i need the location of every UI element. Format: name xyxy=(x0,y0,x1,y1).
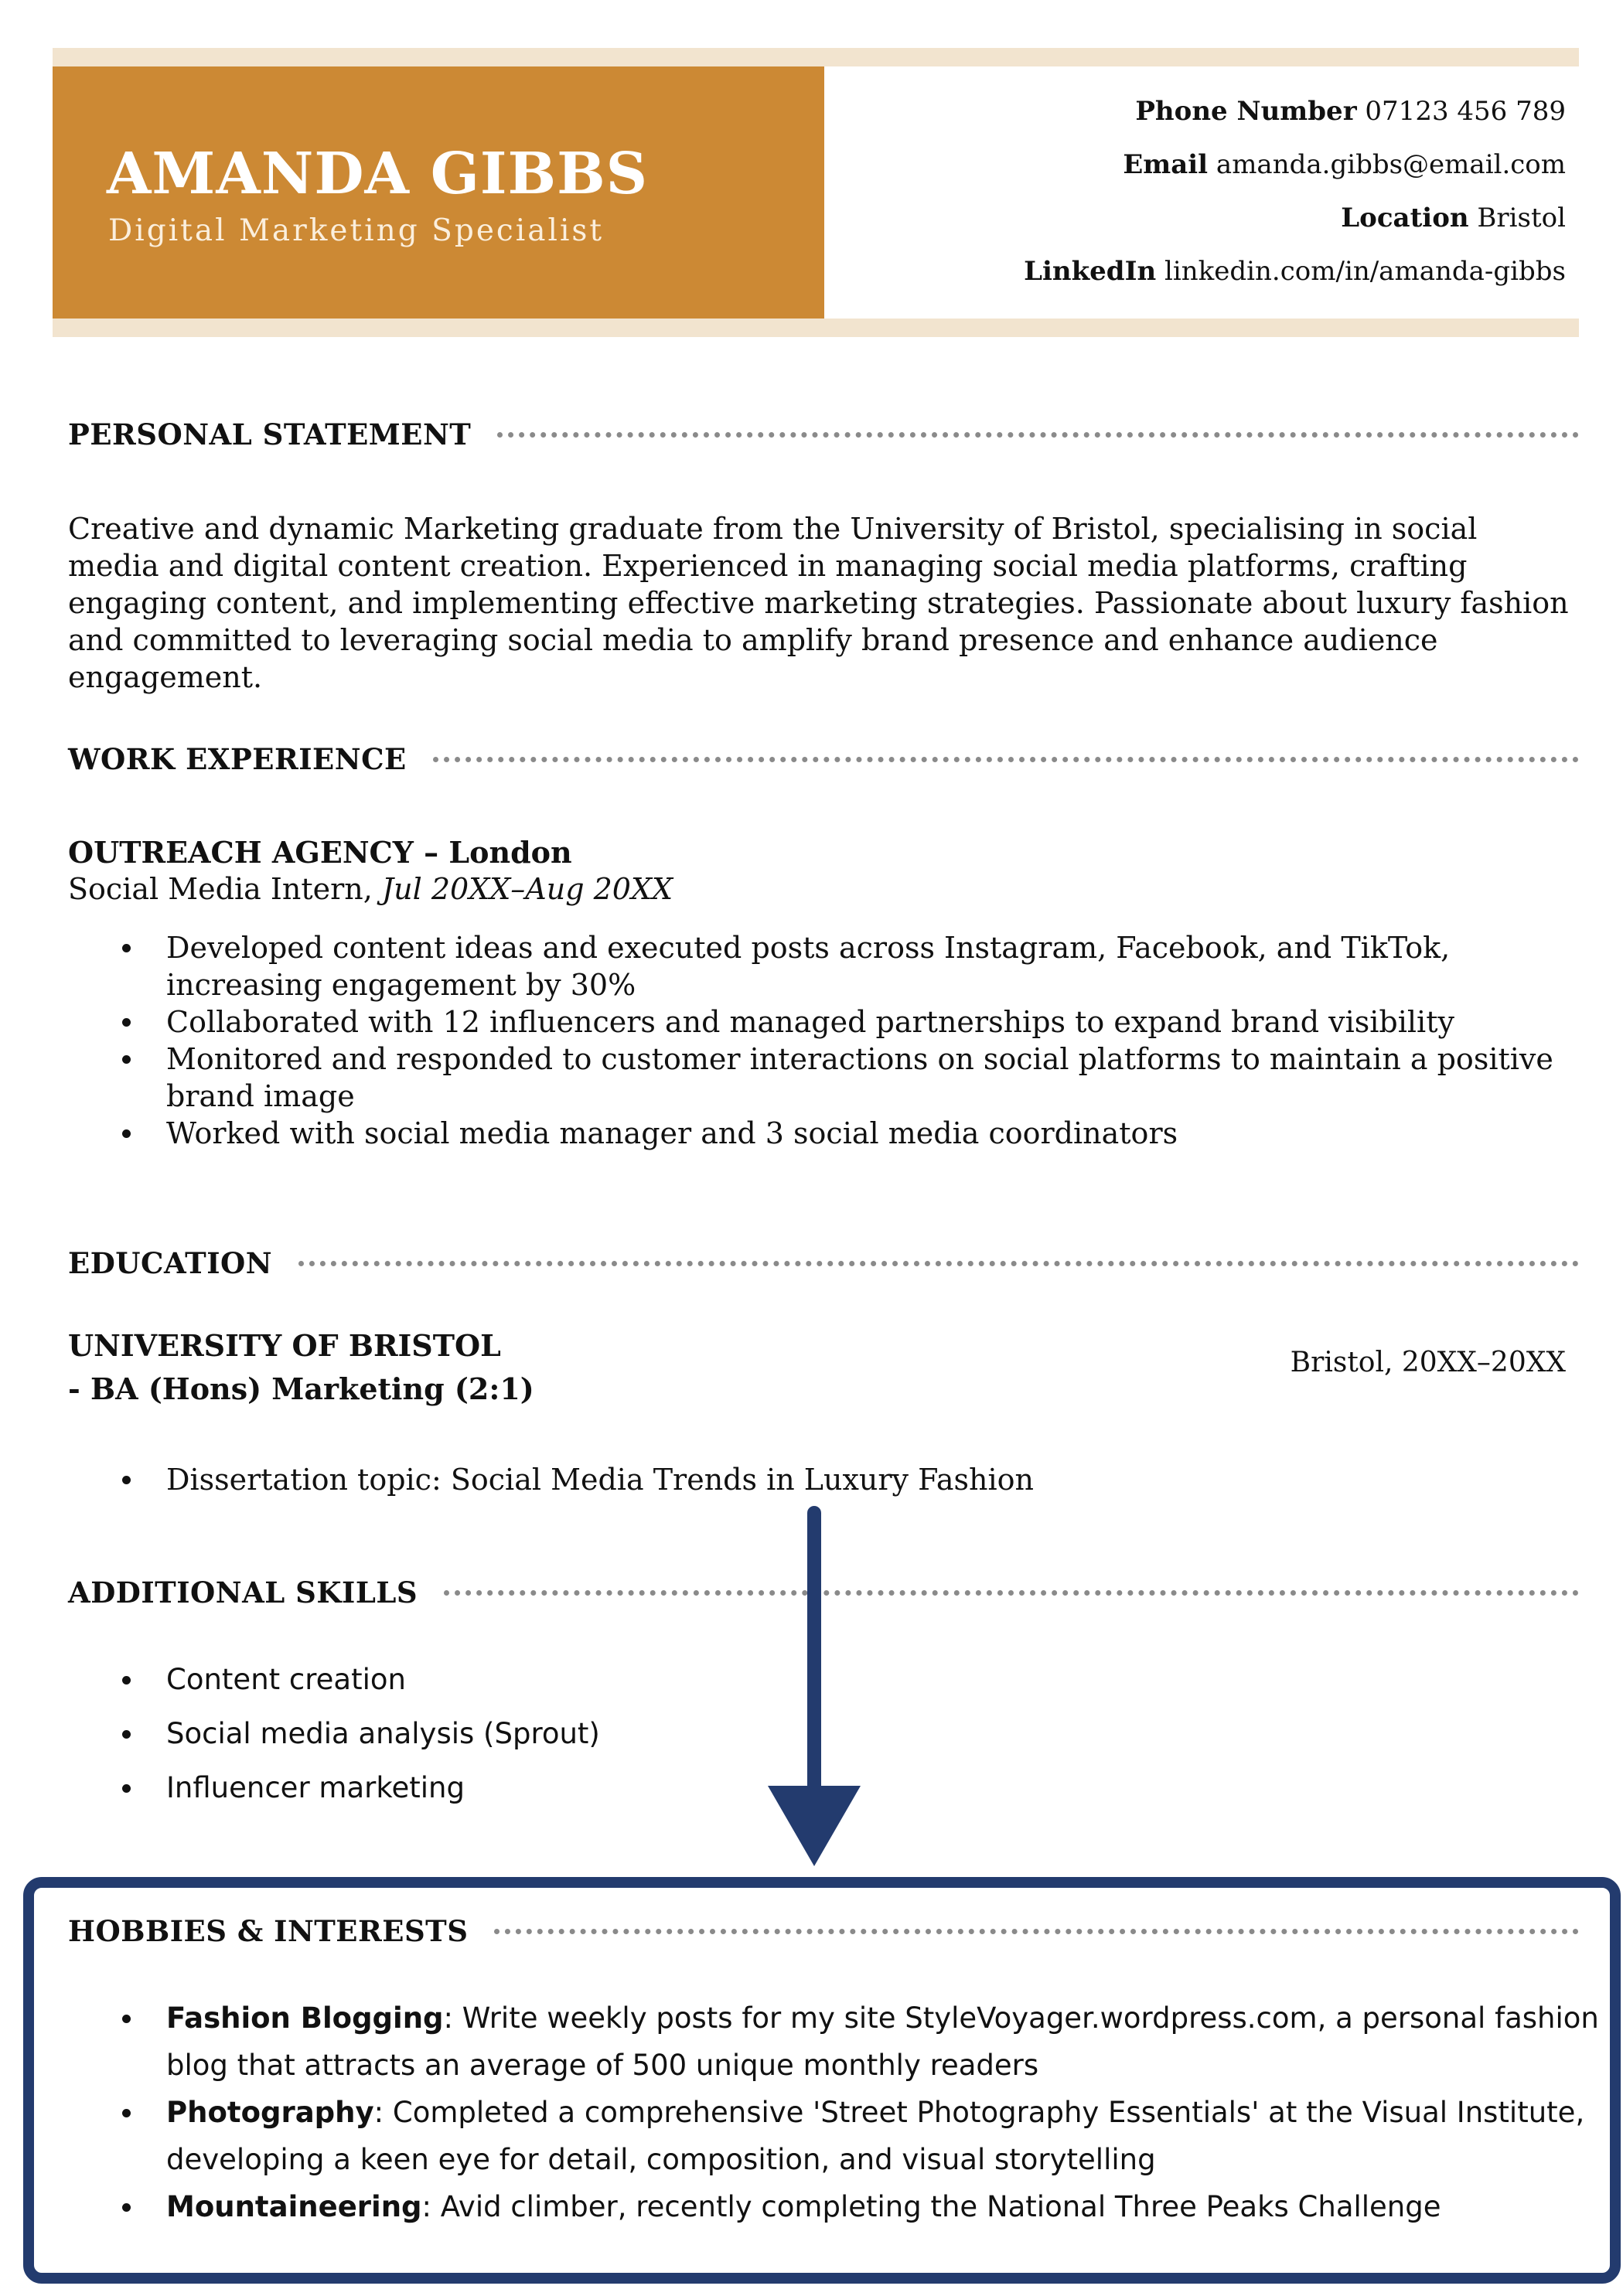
contact-location xyxy=(1341,203,1566,233)
hobby-title: Photography xyxy=(166,2096,374,2129)
section-heading: PERSONAL STATEMENT xyxy=(68,417,472,451)
dotted-divider xyxy=(298,1261,1579,1266)
employer-name: OUTREACH AGENCY – London xyxy=(68,835,572,870)
contact-value: 07123 456 789 xyxy=(1365,96,1566,127)
name-banner xyxy=(53,66,824,319)
work-bullets xyxy=(68,929,1589,1152)
role-title: Social Media Intern, xyxy=(68,872,373,906)
dotted-divider xyxy=(433,757,1579,762)
candidate-title: Digital Marketing Specialist xyxy=(108,213,605,248)
list-item: Monitored and responded to customer interactions on social platforms to maintain a positive brand image xyxy=(68,1041,1589,1115)
contact-label: LinkedIn xyxy=(1024,256,1157,287)
section-work-experience xyxy=(68,742,1579,776)
list-item xyxy=(68,1995,1620,2089)
section-personal-statement xyxy=(68,417,1579,451)
hobby-title: Fashion Blogging xyxy=(166,2001,444,2035)
list-item xyxy=(68,2183,1620,2230)
contact-value: Bristol xyxy=(1477,203,1566,233)
list-item: Dissertation topic: Social Media Trends in Luxury Fashion xyxy=(68,1461,1589,1498)
contact-email xyxy=(1123,149,1566,180)
list-item: Worked with social media manager and 3 social media coordinators xyxy=(68,1115,1589,1152)
list-item: Developed content ideas and executed posts across Instagram, Facebook, and TikTok, increasing engagement by 30% xyxy=(68,929,1589,1003)
section-heading: WORK EXPERIENCE xyxy=(68,742,407,776)
hobby-title: Mountaineering xyxy=(166,2190,422,2223)
contact-value: linkedin.com/in/amanda-gibbs xyxy=(1164,256,1566,287)
list-item: Influencer marketing xyxy=(68,1761,600,1815)
dotted-divider xyxy=(497,432,1579,438)
dotted-divider xyxy=(494,1929,1579,1934)
section-heading: EDUCATION xyxy=(68,1246,273,1280)
contact-value: amanda.gibbs@email.com xyxy=(1216,149,1566,180)
skills-list xyxy=(68,1653,600,1815)
list-item: Content creation xyxy=(68,1653,600,1707)
list-item xyxy=(68,2089,1620,2183)
hobby-text: : Write weekly posts for my site StyleVoyager.wordpress.com, a personal fashion blog that attracts an average of 500 unique monthly readers xyxy=(166,2001,1599,2082)
down-arrow-shaft xyxy=(807,1506,821,1815)
contact-label: Phone Number xyxy=(1135,96,1357,127)
education-bullets xyxy=(68,1461,1589,1498)
candidate-name: AMANDA GIBBS xyxy=(107,141,649,207)
institution-name: UNIVERSITY OF BRISTOL xyxy=(68,1328,501,1363)
section-education xyxy=(68,1246,1579,1280)
contact-label: Location xyxy=(1341,203,1469,233)
hobby-text: : Avid climber, recently completing the National Three Peaks Challenge xyxy=(421,2190,1441,2223)
role-dates: Jul 20XX–Aug 20XX xyxy=(381,872,673,906)
section-additional-skills xyxy=(68,1576,1579,1610)
hobbies-list xyxy=(68,1995,1620,2230)
contact-linkedin xyxy=(1024,256,1566,287)
personal-statement-text: Creative and dynamic Marketing graduate from the University of Bristol, specialising in social media and digital content creation. Experienced in managing social media platforms, crafting engaging content, and implementing effective marketing strategies. Passionate about luxury fashion and committed to leveraging social media to amplify brand presence and enhance audience engagement. xyxy=(68,512,1569,694)
bottom-band xyxy=(53,319,1579,337)
section-heading: HOBBIES & INTERESTS xyxy=(68,1914,469,1948)
job-role xyxy=(68,872,673,906)
degree-name: - BA (Hons) Marketing (2:1) xyxy=(68,1371,534,1406)
down-arrow-icon xyxy=(768,1786,861,1866)
education-location-dates: Bristol, 20XX–20XX xyxy=(1290,1347,1566,1378)
contact-label: Email xyxy=(1123,149,1209,180)
section-hobbies xyxy=(68,1914,1579,1948)
hobby-text: : Completed a comprehensive 'Street Photography Essentials' at the Visual Institute, developing a keen eye for detail, composition, and visual storytelling xyxy=(166,2096,1585,2176)
section-heading: ADDITIONAL SKILLS xyxy=(68,1576,418,1610)
contact-phone xyxy=(1135,96,1566,127)
dotted-divider xyxy=(444,1590,1579,1596)
list-item: Social media analysis (Sprout) xyxy=(68,1707,600,1761)
list-item: Collaborated with 12 influencers and managed partnerships to expand brand visibility xyxy=(68,1003,1589,1041)
top-band xyxy=(53,48,1579,66)
